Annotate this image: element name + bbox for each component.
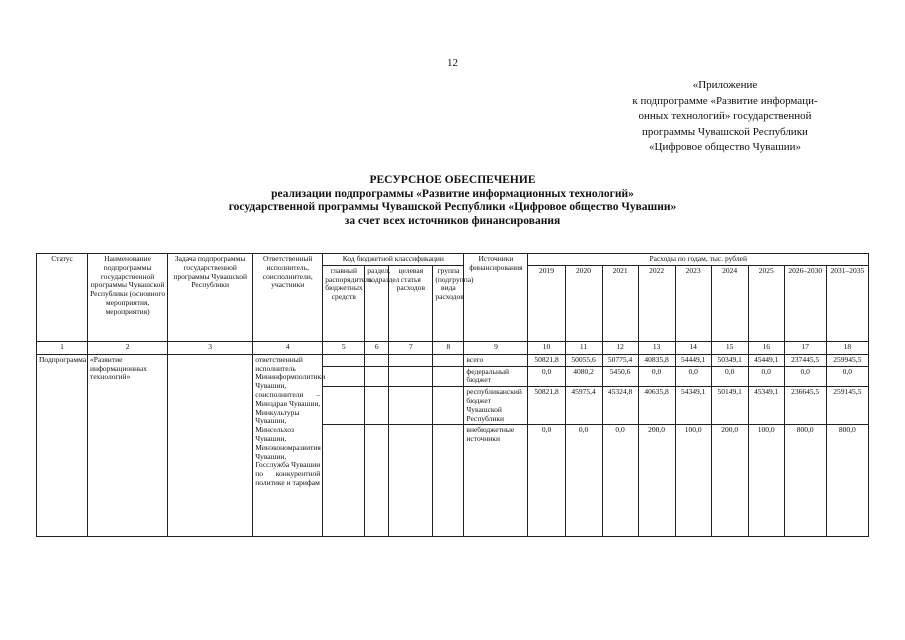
- header-budget-code: Код бюджетной классификации: [323, 254, 464, 266]
- column-number: 5: [323, 341, 365, 354]
- appendix-line: к подпрограмме «Развитие информаци-: [632, 94, 818, 107]
- appendix-line: «Приложение: [692, 79, 758, 91]
- value-cell: 0,0: [784, 366, 826, 387]
- column-number: 7: [389, 341, 433, 354]
- table-row-total: [37, 354, 869, 366]
- value-cell: 0,0: [675, 366, 711, 387]
- value-cell: 0,0: [602, 425, 638, 537]
- value-cell: 45324,8: [602, 387, 638, 425]
- column-number: 18: [826, 341, 868, 354]
- value-cell: 0,0: [565, 425, 602, 537]
- year-header: 2019: [528, 265, 565, 341]
- value-cell: 0,0: [528, 366, 565, 387]
- cell-target: [389, 387, 433, 425]
- cell-target: [389, 425, 433, 537]
- row-status: Подпрограмма: [37, 354, 88, 537]
- column-number: 3: [168, 341, 253, 354]
- appendix-line: онных технологий» государственной: [638, 110, 812, 122]
- year-header: 2020: [565, 265, 602, 341]
- header-grbs: главный распорядитель бюджетных средств: [323, 265, 365, 341]
- cell-group: [433, 366, 464, 387]
- value-cell: 50149,1: [711, 387, 748, 425]
- header-task: Задача подпрограммы государственной программы Чувашской Республики: [168, 254, 253, 342]
- title-line: за счет всех источников финансирования: [344, 214, 561, 227]
- value-cell: 800,0: [826, 425, 868, 537]
- source-label: республиканский бюджет Чувашской Республики: [464, 387, 528, 425]
- title-line: РЕСУРСНОЕ ОБЕСПЕЧЕНИЕ: [369, 174, 536, 186]
- header-target: целевая статья расходов: [389, 265, 433, 341]
- value-cell: 0,0: [748, 366, 784, 387]
- year-header: 2025: [748, 265, 784, 341]
- page-number: 12: [447, 57, 458, 69]
- value-cell: 50775,4: [602, 354, 638, 366]
- cell-section: [365, 425, 389, 537]
- document-title: [0, 174, 905, 228]
- cell-group: [433, 354, 464, 366]
- header-expenses: Расходы по годам, тыс. рублей: [528, 254, 869, 266]
- row-name: «Развитие информационных технологий»: [88, 354, 168, 537]
- value-cell: 50349,1: [711, 354, 748, 366]
- column-number: 15: [711, 341, 748, 354]
- column-number-row: [37, 341, 869, 354]
- value-cell: 54449,1: [675, 354, 711, 366]
- year-header: 2031–2035: [826, 265, 868, 341]
- title-line: государственной программы Чувашской Республики «Цифровое общество Чувашии»: [228, 201, 677, 213]
- resource-table: [36, 253, 869, 537]
- column-number: 13: [638, 341, 675, 354]
- appendix-line: программы Чувашской Республики: [642, 125, 808, 138]
- source-label: всего: [464, 354, 528, 366]
- cell-target: [389, 354, 433, 366]
- value-cell: 45349,1: [748, 387, 784, 425]
- value-cell: 800,0: [784, 425, 826, 537]
- cell-grbs: [323, 425, 365, 537]
- value-cell: 5450,6: [602, 366, 638, 387]
- column-number: 9: [464, 341, 528, 354]
- source-label: внебюджетные источники: [464, 425, 528, 537]
- cell-grbs: [323, 387, 365, 425]
- value-cell: 50821,8: [528, 354, 565, 366]
- cell-section: [365, 387, 389, 425]
- appendix-line: «Цифровое общество Чувашии»: [649, 141, 801, 153]
- value-cell: 0,0: [711, 366, 748, 387]
- column-number: 4: [253, 341, 323, 354]
- header-name: Наименование подпрограммы государственной программы Чувашской Республики (основного мероприятия, мероприятия): [88, 254, 168, 342]
- year-header: 2021: [602, 265, 638, 341]
- value-cell: 0,0: [826, 366, 868, 387]
- year-header: 2024: [711, 265, 748, 341]
- value-cell: 0,0: [528, 425, 565, 537]
- row-responsible: ответственный исполнитель Мининформполитики Чувашии, соисполнители – Минздрав Чувашии, Минкультуры Чувашии, Минсельхоз Чувашии, Минэкономразвития Чувашии, Госслужба Чувашии по конкурентной политике и тарифам: [253, 354, 323, 537]
- value-cell: 50821,8: [528, 387, 565, 425]
- cell-target: [389, 366, 433, 387]
- column-number: 16: [748, 341, 784, 354]
- column-number: 11: [565, 341, 602, 354]
- value-cell: 40835,8: [638, 354, 675, 366]
- title-line: реализации подпрограммы «Развитие информационных технологий»: [271, 187, 634, 200]
- value-cell: 237445,5: [784, 354, 826, 366]
- value-cell: 40635,8: [638, 387, 675, 425]
- cell-grbs: [323, 366, 365, 387]
- value-cell: 236645,5: [784, 387, 826, 425]
- row-task: [168, 354, 253, 537]
- header-section: раздел, подраздел: [365, 265, 389, 341]
- source-label: федеральный бюджет: [464, 366, 528, 387]
- column-number: 17: [784, 341, 826, 354]
- value-cell: 259145,5: [826, 387, 868, 425]
- value-cell: 45975,4: [565, 387, 602, 425]
- appendix-note: [590, 78, 860, 156]
- header-responsible: Ответственный исполнитель, соисполнители, участники: [253, 254, 323, 342]
- column-number: 6: [365, 341, 389, 354]
- column-number: 14: [675, 341, 711, 354]
- header-row: [37, 254, 869, 266]
- cell-grbs: [323, 354, 365, 366]
- value-cell: 45449,1: [748, 354, 784, 366]
- column-number: 12: [602, 341, 638, 354]
- cell-group: [433, 425, 464, 537]
- value-cell: 100,0: [748, 425, 784, 537]
- value-cell: 0,0: [638, 366, 675, 387]
- header-status: Статус: [37, 254, 88, 342]
- value-cell: 50055,6: [565, 354, 602, 366]
- value-cell: 200,0: [711, 425, 748, 537]
- header-group: группа (подгруппа) вида расходов: [433, 265, 464, 341]
- column-number: 2: [88, 341, 168, 354]
- value-cell: 4080,2: [565, 366, 602, 387]
- column-number: 8: [433, 341, 464, 354]
- year-header: 2026–2030: [784, 265, 826, 341]
- column-number: 1: [37, 341, 88, 354]
- header-source: Источники финансирования: [464, 254, 528, 342]
- cell-section: [365, 354, 389, 366]
- value-cell: 200,0: [638, 425, 675, 537]
- year-header: 2022: [638, 265, 675, 341]
- column-number: 10: [528, 341, 565, 354]
- value-cell: 100,0: [675, 425, 711, 537]
- cell-section: [365, 366, 389, 387]
- value-cell: 259945,5: [826, 354, 868, 366]
- cell-group: [433, 387, 464, 425]
- year-header: 2023: [675, 265, 711, 341]
- value-cell: 54349,1: [675, 387, 711, 425]
